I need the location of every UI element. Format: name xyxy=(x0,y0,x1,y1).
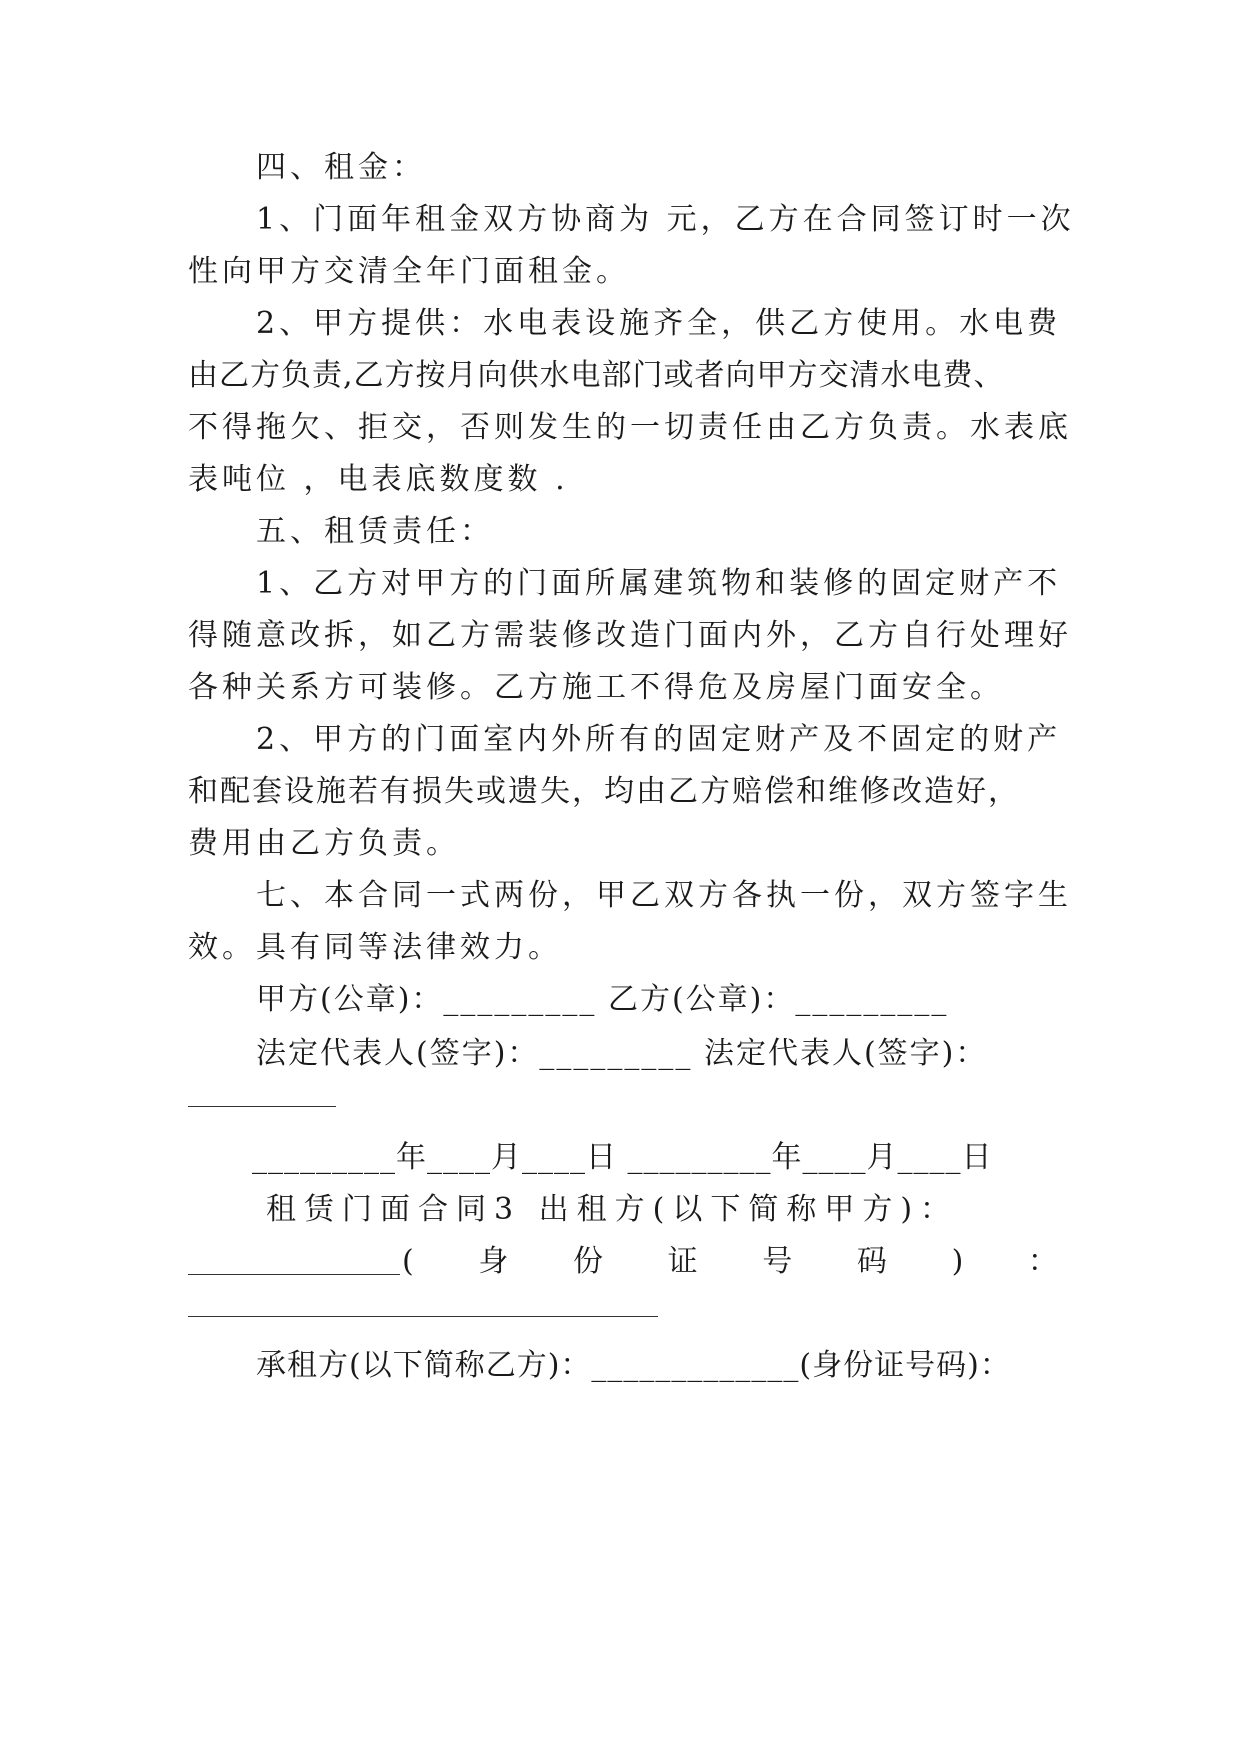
paragraph-line: 不得拖欠、拒交，否则发生的一切责任由乙方负责。水表底 xyxy=(188,410,1072,445)
section-five-heading: 五、租赁责任： xyxy=(256,514,494,549)
signature-blank-rule xyxy=(188,1106,336,1107)
id-number-blank-rule xyxy=(188,1316,658,1317)
paragraph-line: 2、甲方提供：水电表设施齐全，供乙方使用。水电费 xyxy=(256,306,1062,341)
id-row-char: ( xyxy=(402,1244,414,1279)
representative-signature-line: 法定代表人(签字)：_________ 法定代表人(签字)： xyxy=(256,1036,988,1071)
id-row-char: 份 xyxy=(573,1244,603,1279)
paragraph-line: 由乙方负责,乙方按月向供水电部门或者向甲方交清水电费、 xyxy=(188,358,1005,393)
lessee-line: 承租方(以下简称乙方)：_____________(身份证号码)： xyxy=(256,1348,1011,1383)
id-row-char: 码 xyxy=(856,1244,887,1279)
date-line: _________年____月____日 _________年____月____日 xyxy=(252,1140,993,1175)
paragraph-line: 和配套设施若有损失或遗失，均由乙方赔偿和维修改造好， xyxy=(188,774,1020,809)
paragraph-line: 各种关系方可装修。乙方施工不得危及房屋门面安全。 xyxy=(188,670,1004,705)
paragraph-line: 费用由乙方负责。 xyxy=(188,826,460,861)
section-four-heading: 四、租金： xyxy=(256,150,426,185)
seal-line: 甲方(公章)：_________ 乙方(公章)：_________ xyxy=(256,982,949,1017)
id-number-row xyxy=(402,1242,1058,1282)
id-row-char: 身 xyxy=(478,1244,509,1279)
paragraph-line: 2、甲方的门面室内外所有的固定财产及不固定的财产 xyxy=(256,722,1062,757)
id-row-char: ： xyxy=(1027,1244,1058,1279)
section-seven-line: 七、本合同一式两份，甲乙双方各执一份，双方签字生 xyxy=(256,878,1072,913)
paragraph-line: 得随意改拆，如乙方需装修改造门面内外，乙方自行处理好 xyxy=(188,618,1072,653)
paragraph-line: 性向甲方交清全年门面租金。 xyxy=(188,254,630,289)
id-row-char: ) xyxy=(951,1244,964,1279)
id-row-char: 号 xyxy=(762,1244,793,1279)
paragraph-line: 表吨位 ，电表底数度数 . xyxy=(188,462,569,497)
paragraph-line: 1、乙方对甲方的门面所属建筑物和装修的固定财产不 xyxy=(256,566,1062,601)
id-row-char: 证 xyxy=(667,1244,698,1279)
paragraph-line: 1、门面年租金双方协商为 元，乙方在合同签订时一次 xyxy=(256,202,1075,237)
lessor-name-blank-rule xyxy=(188,1274,400,1275)
paragraph-line: 效。具有同等法律效力。 xyxy=(188,930,562,965)
contract-three-title-line: 租赁门面合同3 出租方(以下简称甲方)： xyxy=(266,1192,959,1227)
